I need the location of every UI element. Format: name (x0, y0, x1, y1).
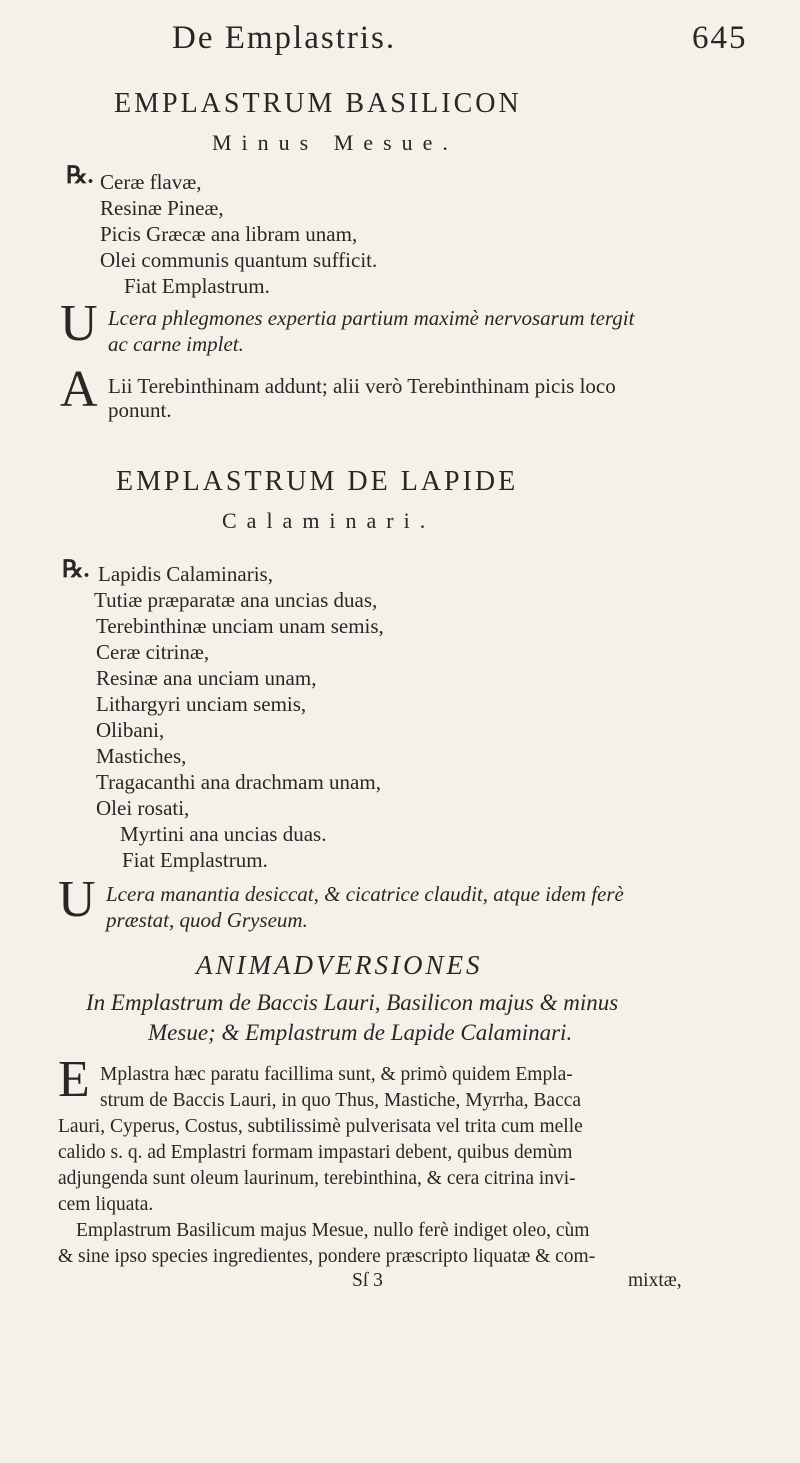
note-line: præstat, quod Gryseum. (106, 908, 308, 932)
animadversiones-subtitle-line: Mesue; & Emplastrum de Lapide Calaminari. (148, 1020, 573, 1045)
ingredient-line: Olei communis quantum sufficit. (100, 248, 378, 272)
ingredient-line: Tragacanthi ana drachmam unam, (96, 770, 381, 794)
drop-cap: U (58, 871, 96, 928)
note-line: Lii Terebinthinam addunt; alii verò Terebinthinam picis loco (108, 374, 616, 398)
body-line: Emplastrum Basilicum majus Mesue, nullo ferè indiget oleo, cùm (76, 1220, 590, 1241)
note-line: Lcera manantia desiccat, & cicatrice claudit, atque idem ferè (106, 882, 624, 906)
body-line: Mplastra hæc paratu facillima sunt, & primò quidem Empla- (100, 1064, 573, 1085)
section2-title: EMPLASTRUM DE LAPIDE (116, 466, 519, 497)
section1-subtitle: Minus Mesue. (212, 130, 458, 155)
body-line: Lauri, Cyperus, Costus, subtilissimè pulverisata vel trita cum melle (58, 1116, 583, 1137)
ingredient-line: Lithargyri unciam semis, (96, 692, 307, 716)
ingredient-line: Fiat Emplastrum. (122, 848, 268, 872)
ingredient-line: Fiat Emplastrum. (124, 274, 270, 298)
ingredient-line: Terebinthinæ unciam unam semis, (96, 614, 384, 638)
rx-symbol: ℞. (62, 557, 90, 583)
ingredient-line: Myrtini ana uncias duas. (120, 822, 327, 846)
drop-cap: U (60, 295, 98, 352)
section1-title: EMPLASTRUM BASILICON (114, 88, 522, 119)
section2-subtitle: Calaminari. (222, 508, 436, 533)
ingredient-line: Tutiæ præparatæ ana uncias duas, (94, 588, 378, 612)
ingredient-line: Picis Græcæ ana libram unam, (100, 222, 358, 246)
rx-symbol: ℞. (66, 163, 94, 189)
page-number: 645 (692, 20, 748, 56)
ingredient-line: Ceræ citrinæ, (96, 640, 210, 664)
ingredient-line: Olibani, (96, 718, 165, 742)
animadversiones-title: ANIMADVERSIONES (196, 950, 483, 980)
drop-cap: A (60, 361, 98, 418)
body-line: strum de Baccis Lauri, in quo Thus, Mastiche, Myrrha, Bacca (100, 1090, 582, 1111)
body-line: cem liquata. (58, 1194, 154, 1215)
running-head-title: De Emplastris. (172, 20, 397, 56)
ingredient-line: Mastiches, (96, 744, 187, 768)
body-line: adjungenda sunt oleum laurinum, terebinthina, & cera citrina invi- (58, 1168, 576, 1189)
catchword: mixtæ, (628, 1270, 682, 1291)
ingredient-line: Olei rosati, (96, 796, 190, 820)
drop-cap: E (58, 1051, 90, 1108)
note-line: ac carne implet. (108, 332, 244, 356)
animadversiones-subtitle-line: In Emplastrum de Baccis Lauri, Basilicon majus & minus (86, 990, 619, 1015)
body-line: & sine ipso species ingredientes, pondere præscripto liquatæ & com- (58, 1246, 596, 1267)
ingredient-line: Lapidis Calaminaris, (98, 562, 273, 586)
ingredient-line: Resinæ ana unciam unam, (96, 666, 317, 690)
ingredient-line: Ceræ flavæ, (100, 170, 202, 194)
note-line: Lcera phlegmones expertia partium maximè nervosarum tergit (108, 306, 635, 330)
body-line: calido s. q. ad Emplastri formam impastari debent, quibus demùm (58, 1142, 573, 1163)
note-line: ponunt. (108, 398, 172, 422)
ingredient-line: Resinæ Pineæ, (100, 196, 224, 220)
signature-mark: Sſ 3 (352, 1270, 383, 1291)
